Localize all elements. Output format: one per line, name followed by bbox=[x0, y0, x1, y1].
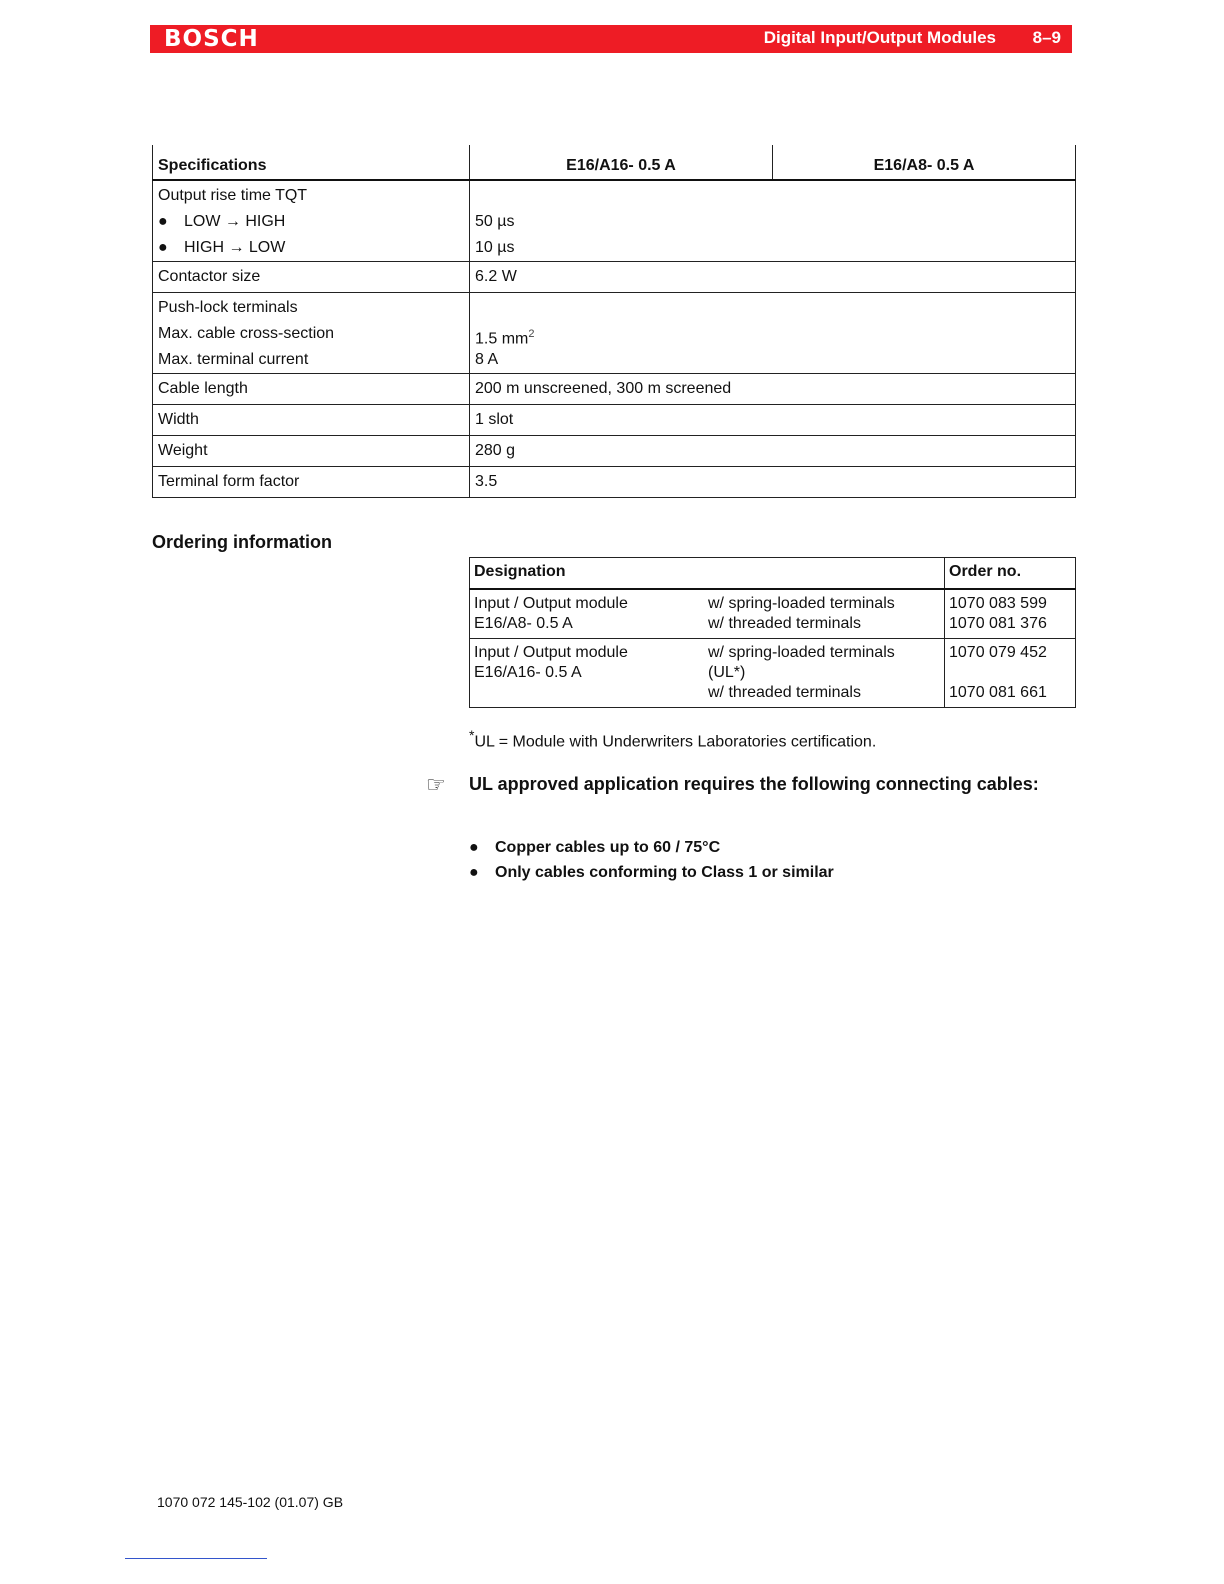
spec-header-e16a16: E16/A16- 0.5 A bbox=[470, 145, 773, 180]
spec-row-cable-length bbox=[153, 374, 1076, 405]
order-header-order-no: Order no. bbox=[945, 558, 1076, 590]
high-low-label: HIGH → LOW bbox=[184, 239, 286, 256]
order-number: 1070 079 452 bbox=[949, 644, 1047, 661]
width-value: 1 slot bbox=[470, 405, 1076, 436]
spec-row-form-factor bbox=[153, 467, 1076, 498]
list-item bbox=[469, 835, 834, 860]
cable-requirement: Copper cables up to 60 / 75°C bbox=[495, 839, 721, 856]
terminal-option: w/ threaded terminals bbox=[708, 615, 861, 632]
footnote-text: UL = Module with Underwriters Laboratories certification. bbox=[474, 733, 877, 751]
footer-divider bbox=[125, 1558, 267, 1559]
ul-note-text: UL approved application requires the following connecting cables: bbox=[469, 774, 1039, 794]
module-type: E16/A16- 0.5 A bbox=[474, 664, 582, 681]
pushlock-label: Push-lock terminals bbox=[158, 299, 298, 316]
cable-length-value: 200 m unscreened, 300 m screened bbox=[470, 374, 1076, 405]
terminal-option: w/ spring-loaded terminals bbox=[708, 595, 895, 612]
document-number: 1070 072 145-102 (01.07) GB bbox=[157, 1494, 344, 1510]
spec-row-rise-time bbox=[153, 180, 1076, 262]
spec-header-row bbox=[153, 145, 1076, 180]
ordering-heading: Ordering information bbox=[152, 532, 332, 552]
low-high-label: LOW → HIGH bbox=[184, 213, 286, 230]
cable-requirements-list bbox=[469, 835, 834, 885]
bullet: ● bbox=[158, 239, 168, 256]
specifications-table bbox=[152, 145, 1076, 498]
ordering-table bbox=[469, 557, 1076, 708]
form-factor-label: Terminal form factor bbox=[153, 467, 470, 498]
bullet: ● bbox=[469, 839, 479, 856]
bullet: ● bbox=[469, 864, 479, 881]
terminal-current-value: 8 A bbox=[475, 351, 499, 368]
contactor-value: 6.2 W bbox=[470, 262, 1076, 293]
module-name: Input / Output module bbox=[474, 644, 628, 661]
weight-value: 280 g bbox=[470, 436, 1076, 467]
cross-section-label: Max. cable cross-section bbox=[158, 325, 335, 342]
module-type: E16/A8- 0.5 A bbox=[474, 615, 573, 632]
order-header-row bbox=[470, 558, 1076, 590]
terminal-current-label: Max. terminal current bbox=[158, 351, 309, 368]
form-factor-value: 3.5 bbox=[470, 467, 1076, 498]
section-title: Digital Input/Output Modules bbox=[763, 28, 996, 47]
terminal-option: w/ spring-loaded terminals bbox=[708, 644, 895, 661]
footnote-star: * bbox=[469, 727, 475, 743]
cable-length-label: Cable length bbox=[153, 374, 470, 405]
spec-header-specifications: Specifications bbox=[153, 145, 470, 180]
order-number: 1070 081 376 bbox=[949, 615, 1047, 632]
cross-section-unit-sup: 2 bbox=[528, 328, 535, 340]
weight-label: Weight bbox=[153, 436, 470, 467]
bosch-logo: BOSCH bbox=[164, 26, 259, 52]
page-number: 8–9 bbox=[1032, 28, 1061, 47]
list-item bbox=[469, 860, 834, 885]
bullet: ● bbox=[158, 213, 168, 230]
order-row bbox=[470, 589, 1076, 639]
ul-footnote bbox=[469, 727, 876, 751]
order-number: 1070 081 661 bbox=[949, 684, 1047, 701]
cross-section-value: 1.5 mm bbox=[475, 330, 529, 348]
header-bar bbox=[150, 25, 1072, 53]
terminal-option-ul: (UL*) bbox=[708, 664, 746, 681]
terminal-option: w/ threaded terminals bbox=[708, 684, 861, 701]
spec-row-pushlock bbox=[153, 293, 1076, 374]
cable-requirement: Only cables conforming to Class 1 or similar bbox=[495, 864, 834, 881]
spec-row-width bbox=[153, 405, 1076, 436]
width-label: Width bbox=[153, 405, 470, 436]
order-number: 1070 083 599 bbox=[949, 595, 1047, 612]
low-high-value: 50 µs bbox=[475, 213, 515, 230]
spec-header-e16a8: E16/A8- 0.5 A bbox=[773, 145, 1076, 180]
rise-time-label: Output rise time TQT bbox=[158, 187, 308, 204]
spec-row-contactor bbox=[153, 262, 1076, 293]
order-row bbox=[470, 639, 1076, 708]
module-name: Input / Output module bbox=[474, 595, 628, 612]
spec-row-weight bbox=[153, 436, 1076, 467]
order-header-designation: Designation bbox=[470, 558, 945, 590]
contactor-label: Contactor size bbox=[153, 262, 470, 293]
pointing-hand-icon: ☞ bbox=[426, 772, 446, 797]
high-low-value: 10 µs bbox=[475, 239, 515, 256]
